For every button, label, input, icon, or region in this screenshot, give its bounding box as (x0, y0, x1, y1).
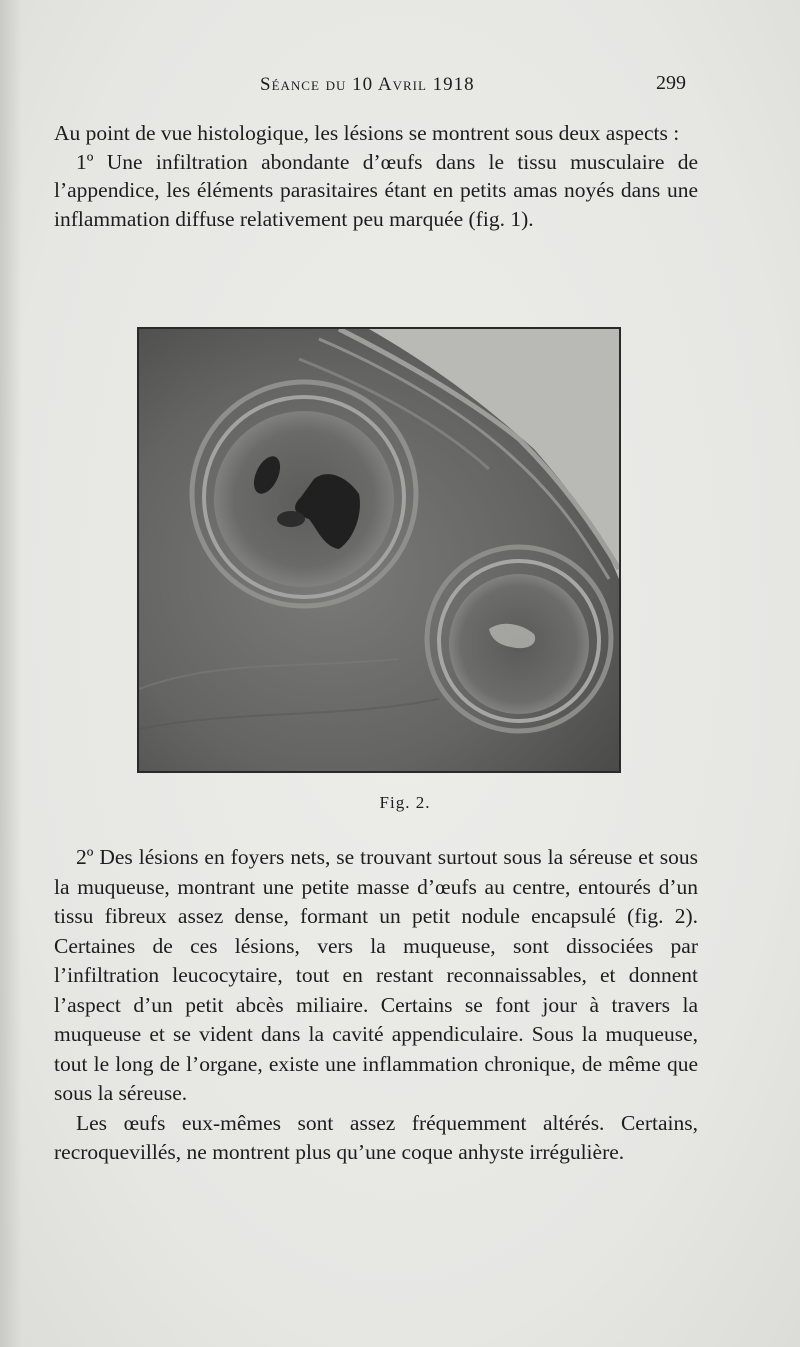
running-title: Séance du 10 Avril 1918 (260, 74, 475, 95)
gutter-shadow (0, 0, 22, 1347)
paragraph-aspect-2: 2º Des lésions en foyers nets, se trouvant surtout sous la séreuse et sous la muqueuse, montrant une petite masse d’œufs au centre, entourés d’un tissu fibreux assez dense, formant un petit nodule encapsulé (fig. 2). Certaines de ces lésions, vers la muqueuse, sont dissociées par l’infiltration leucocytaire, tout en restant reconnaissables, et donnent l’aspect d’un petit abcès miliaire. Certains se font jour à travers la muqueuse et se vident dans la cavité appendiculaire. Sous la muqueuse, tout le long de l’organe, existe une inflammation chronique, de même que sous la séreuse. (54, 845, 698, 1105)
figure-caption (0, 793, 800, 813)
paragraph-intro: Au point de vue histologique, les lésions se montrent sous deux aspects : (54, 121, 680, 145)
micrograph-image (139, 329, 619, 771)
page-number: 299 (656, 72, 686, 94)
paragraph-aspect-1: 1º Une infiltration abondante d’œufs dans le tissu musculaire de l’appendice, les éléments parasitaires étant en petits amas noyés dans une inflammation diffuse relativement peu marquée (fig. 1). (54, 149, 698, 231)
text-block-bottom (54, 843, 698, 1168)
text-block-top (54, 119, 698, 233)
histology-micrograph (137, 327, 621, 773)
paragraph-eggs: Les œufs eux-mêmes sont assez fréquemment altérés. Certains, recroquevillés, ne montrent plus qu’une coque anhyste irrégulière. (54, 1110, 698, 1164)
figure-caption-text: Fig. 2. (379, 793, 431, 812)
running-head (0, 74, 800, 104)
